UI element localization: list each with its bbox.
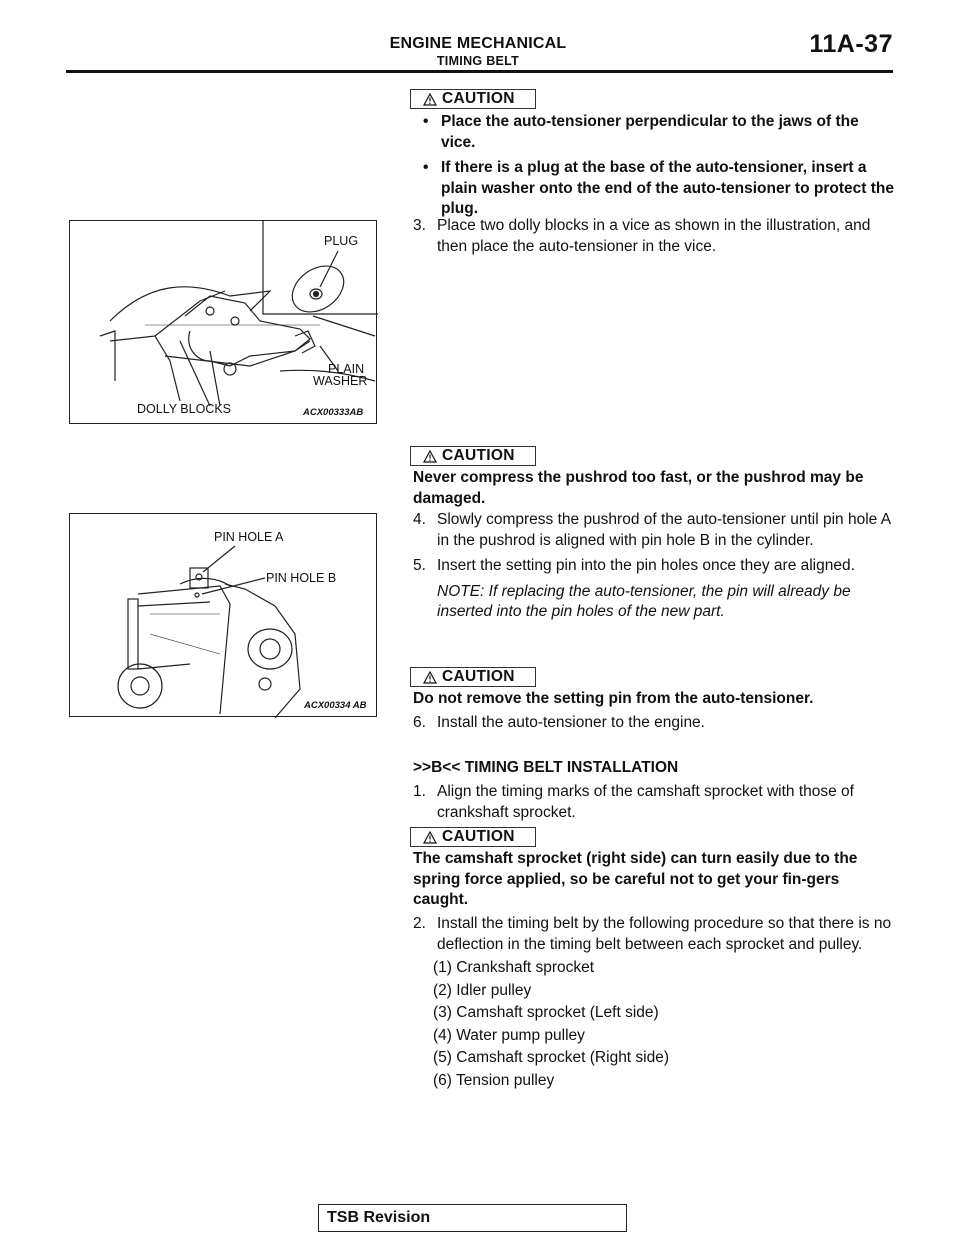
step-number: 1. [413,783,426,800]
sub-step: (2) Idler pulley [433,981,532,999]
step-2 [413,914,895,1092]
steps-4-5 [413,510,895,623]
header-rule [66,70,893,73]
label-plain: PLAIN [328,362,365,376]
caution-text: Do not remove the setting pin from the auto-tensioner. [413,690,814,707]
sub-step-list [413,957,895,1092]
step-1 [413,782,895,823]
caution-label: CAUTION [442,668,515,685]
sub-step: (3) Camshaft sprocket (Left side) [433,1004,659,1021]
subsection-title: TIMING BELT [436,54,520,68]
step-number: 5. [413,557,426,574]
tsb-revision-box: TSB Revision [318,1204,627,1232]
bullet-item: • Place the auto-tensioner perpendicular to the jaws of the vice. [413,112,895,153]
label-dolly-blocks: DOLLY BLOCKS [137,402,232,416]
step-text: Install the auto-tensioner to the engine. [437,714,705,731]
figure-pin-holes [69,513,377,717]
figure-code: ACX00334 AB [304,700,367,711]
bullet-item: • If there is a plug at the base of the auto-tensioner, insert a plain washer onto the end of the auto-tensioner to protect the plug. [413,158,895,220]
step-text: Install the timing belt by the following procedure so that there is no deflection in the timing belt between each sprocket and pulley. [437,915,892,953]
step-3 [413,216,895,257]
caution-label: CAUTION [442,828,515,845]
caution-badge [410,89,536,109]
pin-holes-illustration [70,514,378,718]
sub-step: (6) Tension pulley [433,1071,555,1089]
label-pin-hole-a: PIN HOLE A [214,530,284,544]
section-heading: >>B<< TIMING BELT INSTALLATION [413,759,679,776]
caution-text: Never compress the pushrod too fast, or the pushrod may be damaged. [413,469,864,507]
label-washer: WASHER [313,374,368,388]
label-pin-hole-b: PIN HOLE B [266,571,337,585]
caution-label: CAUTION [442,90,515,107]
caution-label: CAUTION [442,447,515,464]
step-text: Align the timing marks of the camshaft sprocket with those of crankshaft sprocket. [437,783,854,821]
step-text: Insert the setting pin into the pin holes once they are aligned. [437,557,855,574]
sub-step: (4) Water pump pulley [433,1026,585,1044]
warning-icon [423,671,437,684]
dolly-blocks-illustration [70,221,378,425]
step-number: 2. [413,915,426,932]
caution-badge [410,667,536,687]
warning-icon [423,450,437,463]
step-text: Place two dolly blocks in a vice as shown in the illustration, and then place the auto-tensioner in the vice. [437,217,871,255]
step-text: Slowly compress the pushrod of the auto-tensioner until pin hole A in the pushrod is aligned with pin hole B in the cylinder. [437,511,891,549]
figure-dolly-blocks [69,220,377,424]
section-title: ENGINE MECHANICAL [389,35,567,52]
page-number: 11A-37 [809,30,893,58]
caution-text: The camshaft sprocket (right side) can turn easily due to the spring force applied, so be careful not to get your fin-gers caught. [413,850,858,908]
figure-code: ACX00333AB [303,407,364,418]
label-plug: PLUG [324,234,359,248]
warning-icon [423,831,437,844]
caution-badge [410,446,536,466]
step-number: 4. [413,511,426,528]
step-6 [413,713,895,734]
caution-badge [410,827,536,847]
step-number: 6. [413,714,426,731]
step-number: 3. [413,217,426,234]
warning-icon [423,93,437,106]
sub-step: (5) Camshaft sprocket (Right side) [433,1049,670,1066]
sub-step: (1) Crankshaft sprocket [433,959,595,976]
caution-bullets [413,112,895,220]
note-text: NOTE: If replacing the auto-tensioner, the pin will already be inserted into the pin holes of the new part. [437,582,851,620]
